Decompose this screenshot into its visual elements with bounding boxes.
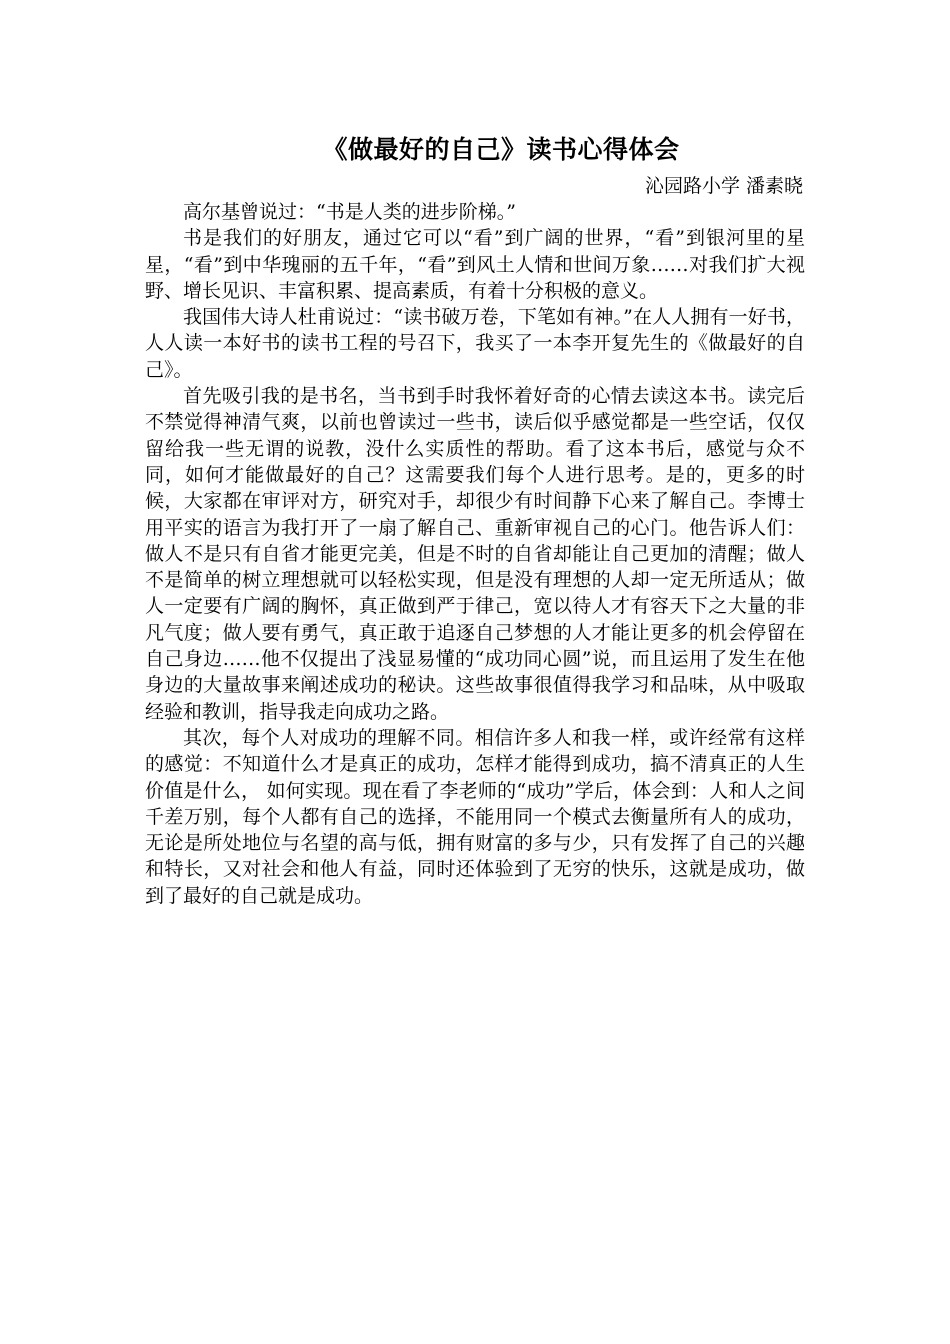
paragraph-3: 我国伟大诗人杜甫说过：“读书破万卷，下笔如有神。”在人人拥有一好书，人人读一本好书的读书工程的号召下，我买了一本李开复先生的《做最好的自己》。 — [145, 306, 805, 381]
paragraph-5: 其次，每个人对成功的理解不同。相信许多人和我一样，或许经常有这样的感觉：不知道什么才是真正的成功，怎样才能得到成功，搞不清真正的人生价值是什么， 如何实现。现在看了李老师的“成功”学后，体会到：人和人之间千差万别，每个人都有自己的选择，不能用同一个模式去衡量所有人的成功，无论是所处地位与名望的高与低，拥有财富的多与少，只有发挥了自己的兴趣和特长，又对社会和他人有益，同时还体验到了无穷的快乐，这就是成功，做到了最好的自己就是成功。 — [145, 726, 805, 907]
paragraph-2: 书是我们的好朋友，通过它可以“看”到广阔的世界，“看”到银河里的星星，“看”到中华瑰丽的五千年，“看”到风土人情和世间万象……对我们扩大视野、增长见识、丰富积累、提高素质，有着十分积极的意义。 — [145, 227, 805, 302]
document-title: 《做最好的自己》读书心得体会 — [322, 135, 680, 164]
paragraph-1: 高尔基曾说过：“书是人类的进步阶梯。” — [183, 201, 516, 223]
document-body — [145, 199, 805, 909]
author-byline: 沁园路小学 潘素晓 — [644, 175, 803, 197]
paragraph-4: 首先吸引我的是书名，当书到手时我怀着好奇的心情去读这本书。读完后不禁觉得神清气爽，以前也曾读过一些书，读后似乎感觉都是一些空话，仅仅留给我一些无谓的说教，没什么实质性的帮助。看了这本书后，感觉与众不同，如何才能做最好的自己？这需要我们每个人进行思考。是的，更多的时候，大家都在审评对方，研究对手，却很少有时间静下心来了解自己。李博士用平实的语言为我打开了一扇了解自己、重新审视自己的心门。他告诉人们：做人不是只有自省才能更完美，但是不时的自省却能让自己更加的清醒；做人不是简单的树立理想就可以轻松实现，但是没有理想的人却一定无所适从；做人一定要有广阔的胸怀，真正做到严于律己，宽以待人才有容天下之大量的非凡气度；做人要有勇气，真正敢于追逐自己梦想的人才能让更多的机会停留在自己身边……他不仅提出了浅显易懂的“成功同心圆”说，而且运用了发生在他身边的大量故事来阐述成功的秘诀。这些故事很值得我学习和品味，从中吸取经验和教训，指导我走向成功之路。 — [145, 385, 805, 723]
